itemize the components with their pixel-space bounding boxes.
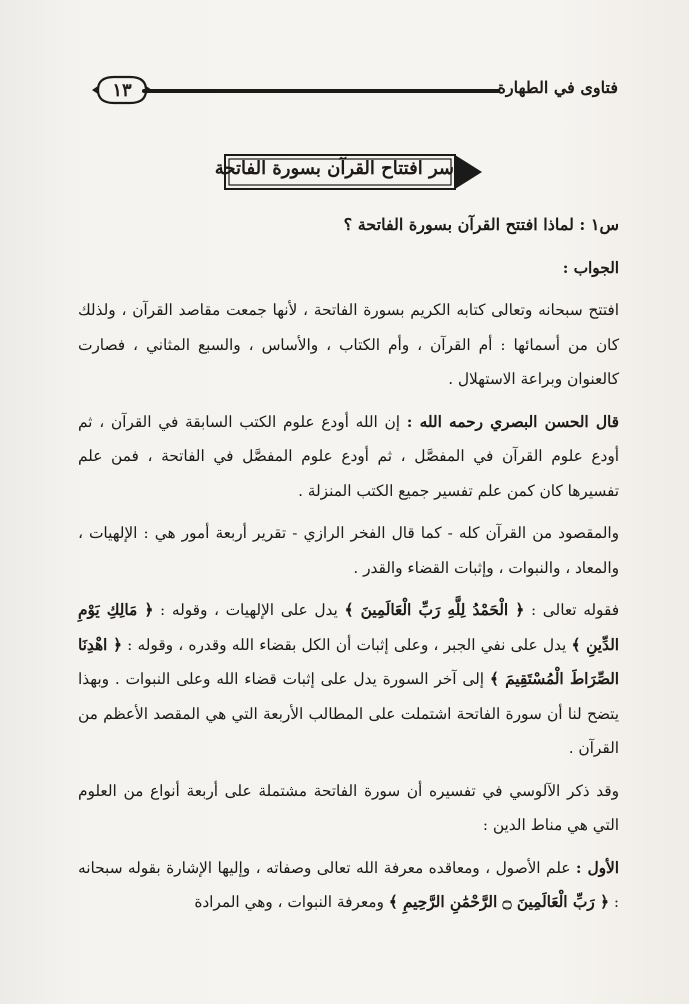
page-number: ١٣: [112, 79, 132, 101]
paragraph-2-text: إن الله أودع علوم الكتب السابقة في القرآن ، ثم أودع علوم القرآن في المفصَّل ، ثم أودع علوم المفصَّل في الفاتحة ، فمن علم تفسيرها كان كمن علم تفسير جميع الكتب المنزلة .: [78, 412, 619, 500]
paragraph-6-text-a: علم الأصول ، ومعاقده معرفة الله تعالى وصفاته ، وإليها الإشارة بقوله سبحانه :: [78, 858, 619, 911]
quote-author: قال الحسن البصري رحمه الله :: [406, 412, 619, 431]
point-label: الأول :: [575, 858, 619, 877]
chapter-title: سر افتتاح القرآن بسورة الفاتحة: [214, 158, 454, 179]
paragraph-4-text-c: يدل على نفي الجبر ، وعلى إثبات أن الكل بقضاء الله وقدره ، وقوله :: [121, 635, 572, 654]
paragraph-4-text-b: يدل على الإلهيات ، وقوله :: [153, 601, 345, 619]
paragraph-4-text-a: فقوله تعالى :: [524, 601, 620, 619]
paragraph-3: والمقصود من القرآن كله - كما قال الفخر الرازي - تقرير أربعة أمور هي : الإلهيات ، والمعاد ، والنبوات ، وإثبات القضاء والقدر .: [78, 524, 619, 577]
quran-verse-4: ﴿ رَبِّ الْعَالَمِينَ ۝ الرَّحْمَٰنِ الرَّحِيمِ ﴾: [388, 893, 609, 911]
answer-label: الجواب :: [562, 258, 619, 277]
quran-verse-1: ﴿ الْحَمْدُ لِلَّهِ رَبِّ الْعَالَمِينَ ﴾: [344, 601, 525, 619]
paragraph-2: [78, 405, 619, 509]
article-body: [78, 208, 619, 928]
chapter-title-box: [214, 150, 482, 194]
question-heading: س١ : لماذا افتتح القرآن بسورة الفاتحة ؟: [343, 215, 619, 234]
quran-verse-2: ﴿ مَالِكِ يَوْمِ الدِّينِ ﴾: [78, 601, 619, 654]
running-title: فتاوى في الطهارة: [497, 78, 618, 97]
paragraph-4: [78, 593, 619, 766]
page-number-badge: [90, 74, 154, 106]
paragraph-1: افتتح سبحانه وتعالى كتابه الكريم بسورة الفاتحة ، لأنها جمعت مقاصد القرآن ، ولذلك كان من أسمائها : أم القرآن ، وأم الكتاب ، والأساس ، والسبع المثاني ، فصارت كالعنوان وبراعة الاستهلال .: [78, 301, 619, 388]
paragraph-6-text-b: ومعرفة النبوات ، وهي المرادة: [194, 893, 389, 911]
page-header: [78, 72, 618, 112]
paragraph-5: وقد ذكر الآلوسي في تفسيره أن سورة الفاتحة مشتملة على أربعة أنواع من العلوم التي هي مناط الدين :: [78, 781, 619, 834]
paragraph-6: [78, 851, 619, 920]
paragraph-4-text-d: إلى آخر السورة يدل على إثبات قضاء الله وعلى النبوات . وبهذا يتضح لنا أن سورة الفاتحة اشتملت على المطالب الأربعة التي هي المقصد الأعظم من القرآن .: [78, 670, 619, 757]
quran-verse-3: ﴿ اهْدِنَا الصِّرَاطَ الْمُسْتَقِيمَ ﴾: [78, 635, 619, 688]
header-rule: [142, 89, 500, 93]
